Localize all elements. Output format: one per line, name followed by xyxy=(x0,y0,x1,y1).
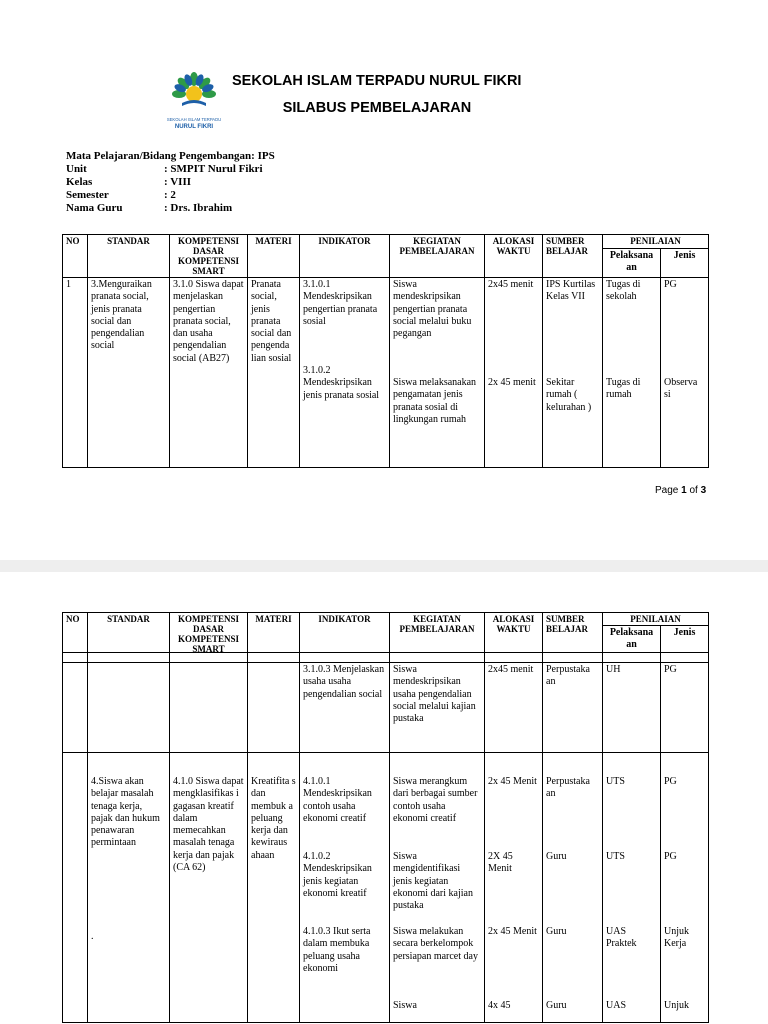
col-header-jenis: Jenis xyxy=(661,248,709,277)
kegiatan-item: Siswa mengidentifikasi jenis kegiatan ekonomi dari kajian pustaka xyxy=(393,851,473,912)
col-header-penilaian: PENILAIAN xyxy=(603,235,709,249)
col-header-no: NO xyxy=(63,613,88,653)
unit-row xyxy=(66,163,275,176)
col-header-kd xyxy=(170,613,248,653)
row-kegiatan: Siswa mendeskripsikan usaha pengendalian social melalui kajian pustaka xyxy=(390,663,485,753)
col-header-kd: KOMPETENSI DASAR KOMPETENSI SMART xyxy=(170,235,248,278)
spacer-cell xyxy=(170,653,248,663)
school-name: SEKOLAH ISLAM TERPADU NURUL FIKRI xyxy=(232,73,522,89)
cell-gap xyxy=(303,754,386,776)
indikator-item: 3.1.0.1 Mendeskripsikan pengertian pranata sosial xyxy=(303,279,378,327)
alokasi-item: 2x 45 menit xyxy=(488,377,536,388)
pelaksanaan-item: Tugas di sekolah xyxy=(606,279,641,303)
table-row xyxy=(63,663,709,753)
row-no xyxy=(63,663,88,753)
table-row xyxy=(63,278,709,468)
cell-gap xyxy=(488,754,539,776)
cell-gap xyxy=(173,754,244,776)
col-header-kd-text: KOMPETENSI DASAR KOMPETENSI SMART xyxy=(177,614,239,654)
jenis-item: Observa si xyxy=(664,377,698,401)
pelaksanaan-item: UAS xyxy=(606,1000,627,1011)
jenis-item: PG xyxy=(664,279,677,290)
school-logo xyxy=(163,70,225,132)
standar-dot: . xyxy=(91,931,94,942)
row-sumber xyxy=(543,278,603,468)
alokasi-item: 2x 45 Menit xyxy=(488,776,537,787)
row-jenis xyxy=(661,753,709,1023)
indikator-item: 4.1.0.3 Ikut serta dalam membuka peluang usaha ekonomi xyxy=(303,926,371,974)
materi-text: Kreatifita s dan membuk a peluang kerja dan kewiraus ahaan xyxy=(251,776,296,861)
row-jenis xyxy=(661,278,709,468)
row-no xyxy=(63,753,88,1023)
kegiatan-item: Siswa melaksanakan pengamatan jenis pranata sosial di lingkungan rumah xyxy=(393,377,477,425)
indikator-item: 4.1.0.1 Mendeskripsikan contoh usaha ekonomi creatif xyxy=(303,776,372,824)
col-header-standar: STANDAR xyxy=(88,235,170,278)
row-pelaksanaan xyxy=(603,753,661,1023)
kegiatan-item: Siswa xyxy=(393,1000,417,1011)
row-kegiatan xyxy=(390,278,485,468)
alokasi-item: 2X 45 Menit xyxy=(488,851,513,875)
cell-gap xyxy=(546,754,599,776)
row-indikator xyxy=(300,753,390,1023)
table-row xyxy=(63,753,709,1023)
sumber-item: Guru xyxy=(546,851,567,862)
table-row-spacer xyxy=(63,653,709,663)
spacer-cell xyxy=(543,653,603,663)
cell-gap xyxy=(606,754,657,776)
spacer-cell xyxy=(661,653,709,663)
row-materi xyxy=(248,663,300,753)
syllabus-table-page-2 xyxy=(62,612,709,1023)
kegiatan-item: Siswa merangkum dari berbagai sumber contoh usaha ekonomi creatif xyxy=(393,776,478,824)
document-page-2 xyxy=(0,572,768,1024)
row-alokasi xyxy=(485,278,543,468)
kegiatan-item: Siswa mendeskripsikan pengertian pranata social melalui buku pegangan xyxy=(393,279,472,340)
col-header-no: NO xyxy=(63,235,88,278)
guru-row xyxy=(66,202,275,215)
semester-label: Semester xyxy=(66,189,109,201)
subject-line: Mata Pelajaran/Bidang Pengembangan: IPS xyxy=(66,150,275,162)
page-number xyxy=(655,485,706,496)
kegiatan-item: Siswa melakukan secara berkelompok persiapan marcet day xyxy=(393,926,478,962)
col-header-standar: STANDAR xyxy=(88,613,170,653)
jenis-item: PG xyxy=(664,851,677,862)
spacer-cell xyxy=(248,653,300,663)
course-info xyxy=(66,150,275,215)
sumber-item: Guru xyxy=(546,1000,567,1011)
row-indikator: 3.1.0.3 Menjelaskan usaha usaha pengendalian social xyxy=(300,663,390,753)
row-kd xyxy=(170,753,248,1023)
col-header-jenis: Jenis xyxy=(661,626,709,653)
col-header-pelaksanaan: Pelaksana an xyxy=(603,248,661,277)
row-alokasi: 2x45 menit xyxy=(485,663,543,753)
col-header-alokasi: ALOKASI WAKTU xyxy=(485,613,543,653)
unit-label: Unit xyxy=(66,163,87,175)
spacer-cell xyxy=(485,653,543,663)
jenis-item: Unjuk Kerja xyxy=(664,926,689,950)
row-pelaksanaan: UH xyxy=(603,663,661,753)
col-header-indikator: INDIKATOR xyxy=(300,613,390,653)
guru-label: Nama Guru xyxy=(66,202,123,214)
spacer-cell xyxy=(603,653,661,663)
row-standar xyxy=(88,663,170,753)
page-current: 1 xyxy=(681,485,687,496)
kelas-label: Kelas xyxy=(66,176,93,188)
indikator-item: 3.1.0.2 Mendeskripsikan jenis pranata sosial xyxy=(303,365,380,401)
col-header-sumber: SUMBER BELAJAR xyxy=(543,613,603,653)
sumber-item: Sekitar rumah ( kelurahan ) xyxy=(546,377,592,413)
row-no: 1 xyxy=(63,278,88,468)
cell-gap xyxy=(91,754,166,776)
spacer-cell xyxy=(300,653,390,663)
cell-gap xyxy=(393,754,481,776)
row-materi: Pranata social, jenis pranata social dan pengenda lian sosial xyxy=(248,278,300,468)
row-standar xyxy=(88,753,170,1023)
kelas-row xyxy=(66,176,275,189)
row-sumber xyxy=(543,753,603,1023)
col-header-penilaian: PENILAIAN xyxy=(603,613,709,626)
pelaksanaan-item: UAS Praktek xyxy=(606,926,637,950)
col-header-kegiatan: KEGIATAN PEMBELAJARAN xyxy=(390,235,485,278)
cell-gap xyxy=(251,754,296,776)
page-prefix: Page xyxy=(655,485,679,496)
spacer-cell xyxy=(88,653,170,663)
pelaksanaan-item: UTS xyxy=(606,851,625,862)
row-alokasi xyxy=(485,753,543,1023)
col-header-pelaksanaan: Pelaksana an xyxy=(603,626,661,653)
standar-text: 4.Siswa akan belajar masalah tenaga kerja, pajak dan hukum penawaran permintaan xyxy=(91,776,160,849)
kelas-value: : VIII xyxy=(164,176,192,188)
semester-row xyxy=(66,189,275,202)
row-sumber: Perpustaka an xyxy=(543,663,603,753)
semester-value: : 2 xyxy=(164,189,176,201)
cell-gap xyxy=(664,754,705,776)
row-standar: 3.Menguraikan pranata social, jenis pranata social dan pengendalian social xyxy=(88,278,170,468)
col-header-indikator: INDIKATOR xyxy=(300,235,390,278)
spacer-cell xyxy=(63,653,88,663)
alokasi-item: 2x 45 Menit xyxy=(488,926,537,937)
row-kd xyxy=(170,663,248,753)
sumber-item: Guru xyxy=(546,926,567,937)
col-header-materi: MATERI xyxy=(248,613,300,653)
sumber-item: Perpustaka an xyxy=(546,776,590,800)
page-total: 3 xyxy=(700,485,707,496)
row-indikator xyxy=(300,278,390,468)
col-header-sumber: SUMBER BELAJAR xyxy=(543,235,603,278)
pelaksanaan-item: Tugas di rumah xyxy=(606,377,641,401)
jenis-item: Unjuk xyxy=(664,1000,689,1011)
row-pelaksanaan xyxy=(603,278,661,468)
indikator-item: 4.1.0.2 Mendeskripsikan jenis kegiatan ekonomi kreatif xyxy=(303,851,372,899)
document-title: SILABUS PEMBELAJARAN xyxy=(282,100,472,116)
col-header-alokasi: ALOKASI WAKTU xyxy=(485,235,543,278)
guru-value: : Drs. Ibrahim xyxy=(164,202,233,214)
sumber-item: IPS Kurtilas Kelas VII xyxy=(546,279,596,303)
logo-caption-top: SEKOLAH ISLAM TERPADU xyxy=(166,117,222,122)
jenis-item: PG xyxy=(664,776,677,787)
col-header-materi: MATERI xyxy=(248,235,300,278)
alokasi-item: 2x45 menit xyxy=(488,279,534,290)
col-header-kegiatan: KEGIATAN PEMBELAJARAN xyxy=(390,613,485,653)
alokasi-item: 4x 45 xyxy=(488,1000,511,1011)
kd-text: 4.1.0 Siswa dapat mengklasifikas i gagasan kreatif dalam memecahkan masalah tenaga kerja dan pajak (CA 62) xyxy=(173,776,244,874)
spacer-cell xyxy=(390,653,485,663)
row-jenis: PG xyxy=(661,663,709,753)
row-kd: 3.1.0 Siswa dapat menjelaskan pengertian pranata social, dan usaha pengendalian social (AB27) xyxy=(170,278,248,468)
syllabus-table-page-1 xyxy=(62,234,709,468)
unit-value: : SMPIT Nurul Fikri xyxy=(164,163,263,175)
page-of: of xyxy=(689,485,698,496)
row-kegiatan xyxy=(390,753,485,1023)
logo-caption-bottom: NURUL FIKRI xyxy=(174,124,214,130)
pelaksanaan-item: UTS xyxy=(606,776,625,787)
row-materi xyxy=(248,753,300,1023)
